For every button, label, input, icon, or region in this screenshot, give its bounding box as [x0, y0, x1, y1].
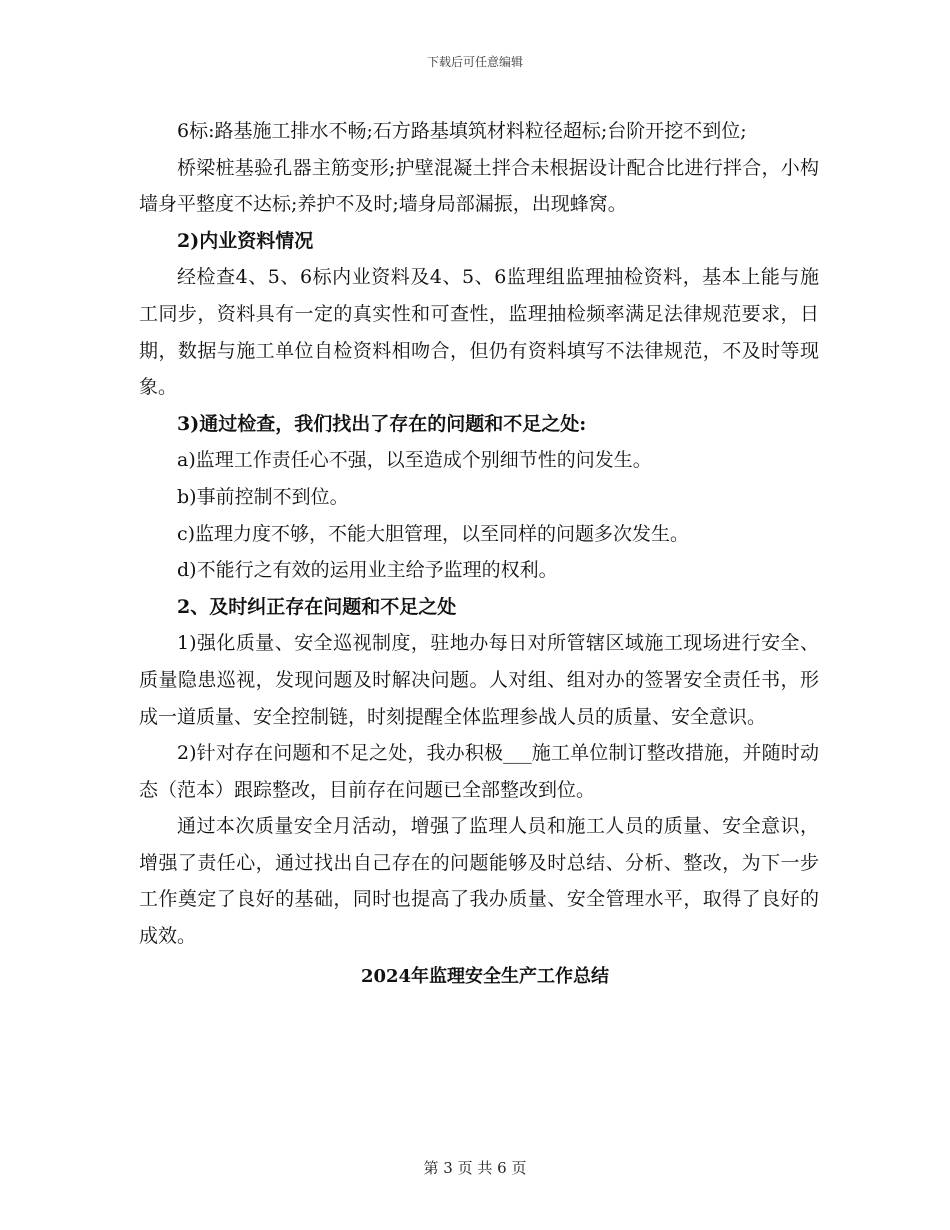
- paragraph-1: 6标:路基施工排水不畅;石方路基填筑材料粒径超标;台阶开挖不到位;: [177, 120, 747, 142]
- section-heading-problems: 3)通过检查，我们找出了存在的问题和不足之处:: [177, 412, 587, 435]
- paragraph-2: 桥梁桩基验孔器主筋变形;护壁混凝土拌合未根据设计配合比进行拌合，小构墙身平整度不达标;养护不及时;墙身局部漏振，出现蜂窝。: [139, 156, 819, 216]
- page-header-note: 下载后可任意编辑: [426, 55, 523, 69]
- section-heading-internal-data: 2)内业资料情况: [177, 229, 314, 252]
- list-item-a: a)监理工作责任心不强，以至造成个别细节性的问发生。: [177, 449, 652, 472]
- section-heading-correction: 2、及时纠正存在问题和不足之处: [177, 595, 457, 618]
- list-item-d: d)不能行之有效的运用业主给予监理的权利。: [177, 559, 558, 582]
- next-document-title: 2024年监理安全生产工作总结: [360, 965, 610, 987]
- paragraph-13: 通过本次质量安全月活动，增强了监理人员和施工人员的质量、安全意识，增强了责任心，通过找出自己存在的问题能够及时总结、分析、整改，为下一步工作奠定了良好的基础，同时也提高了我办质量、安全管理水平，取得了良好的成效。: [139, 815, 819, 948]
- page-number-footer: 第 3 页 共 6 页: [423, 1159, 527, 1177]
- paragraph-4: 经检查4、5、6标内业资料及4、5、6监理组监理抽检资料，基本上能与施工同步，资料具有一定的真实性和可查性，监理抽检频率满足法律规范要求，日期，数据与施工单位自检资料相吻合，但仍有资料填写不法律规范，不及时等现象。: [139, 266, 819, 399]
- list-item-b: b)事前控制不到位。: [177, 485, 349, 508]
- list-item-c: c)监理力度不够，不能大胆管理，以至同样的问题多次发生。: [177, 522, 690, 545]
- document-body: [139, 113, 819, 997]
- paragraph-11: 1)强化质量、安全巡视制度，驻地办每日对所管辖区域施工现场进行安全、质量隐患巡视，发现问题及时解决问题。人对组、组对办的签署安全责任书，形成一道质量、安全控制链，时刻提醒全体监理参战人员的质量、安全意识。: [139, 632, 819, 728]
- paragraph-12: 2)针对存在问题和不足之处，我办积极___施工单位制订整改措施，并随时动态（范本）跟踪整改，目前存在问题已全部整改到位。: [139, 742, 819, 801]
